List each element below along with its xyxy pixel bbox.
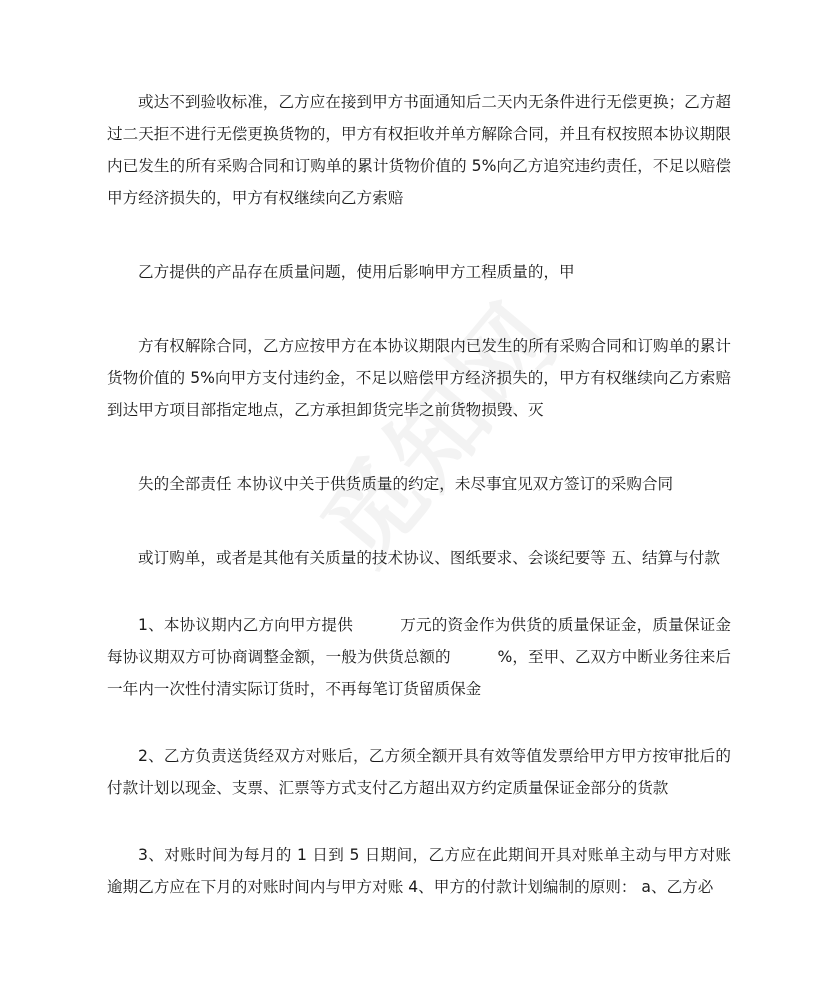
paragraph-settlement-heading: 或订购单，或者是其他有关质量的技术协议、图纸要求、会谈纪要等 五、结算与付款 bbox=[138, 549, 720, 567]
paragraph-termination-penalty: 方有权解除合同，乙方应按甲方在本协议期限内已发生的所有采购合同和订购单的累计货物价值的 5%向甲方支付违约金，不足以赔偿甲方经济损失的，甲方有权继续向乙方索赔 到达甲方项目部指定地点，乙方承担卸货完毕之前货物损毁、灭 bbox=[107, 337, 731, 419]
document-body bbox=[107, 86, 731, 903]
paragraph-quality-replacement: 或达不到验收标准，乙方应在接到甲方书面通知后二天内无条件进行无偿更换；乙方超过二天拒不进行无偿更换货物的，甲方有权拒收并单方解除合同，并且有权按照本协议期限内已发生的所有采购合同和订购单的累计货物价值的 5%向乙方追究违约责任，不足以赔偿甲方经济损失的，甲方有权继续向乙方索赔 bbox=[107, 93, 731, 207]
paragraph-quality-problem: 乙方提供的产品存在质量问题，使用后影响甲方工程质量的，甲 bbox=[138, 263, 575, 281]
paragraph-clause-1-deposit: 1、本协议期内乙方向甲方提供 万元的资金作为供货的质量保证金，质量保证金每协议期双方可协商调整金额，一般为供货总额的 %，至甲、乙双方中断业务往来后一年内一次性付清实际订货时，不再每笔订货留质保金 bbox=[107, 616, 731, 698]
paragraph-clause-2-payment: 2、乙方负责送货经双方对账后，乙方须全额开具有效等值发票给甲方甲方按审批后的付款计划以现金、支票、汇票等方式支付乙方超出双方约定质量保证金部分的货款 bbox=[107, 747, 731, 797]
paragraph-clause-3-reconciliation: 3、对账时间为每月的 1 日到 5 日期间，乙方应在此期间开具对账单主动与甲方对账逾期乙方应在下月的对账时间内与甲方对账 4、甲方的付款计划编制的原则： a、乙方必 bbox=[107, 846, 731, 896]
paragraph-delivery-liability: 失的全部责任 本协议中关于供货质量的约定，未尽事宜见双方签订的采购合同 bbox=[138, 475, 674, 493]
